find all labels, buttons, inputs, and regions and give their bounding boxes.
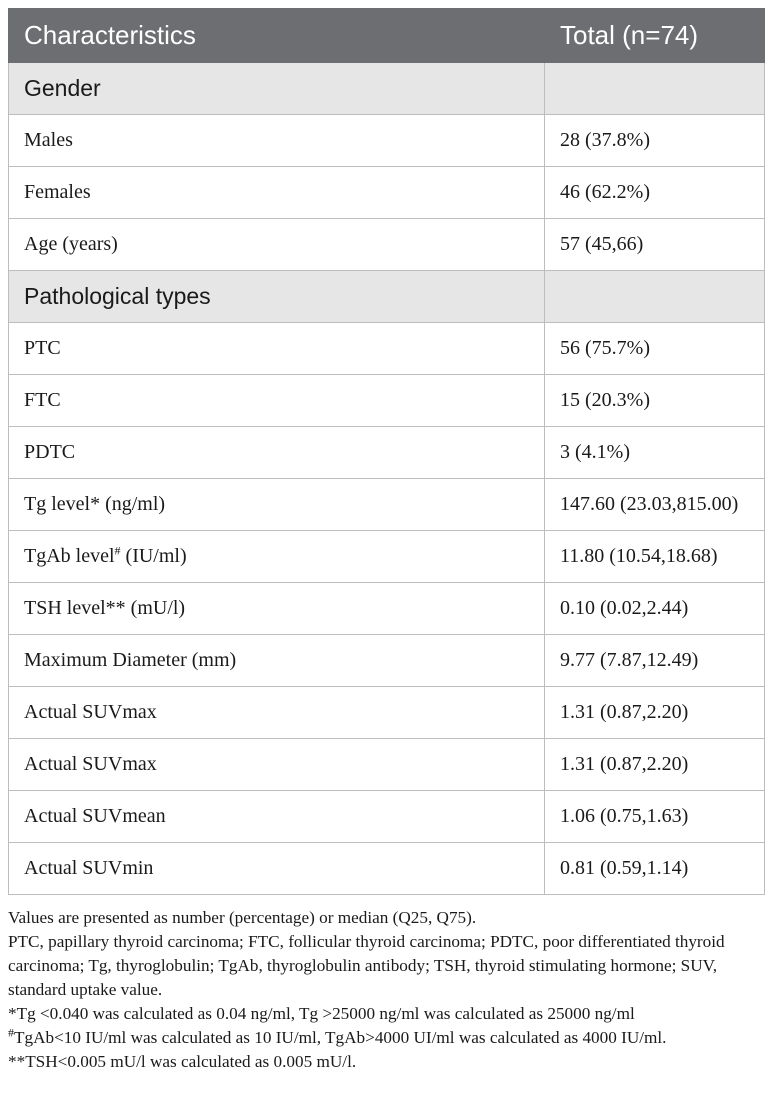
table-row — [9, 791, 765, 843]
row-value: 15 (20.3%) — [545, 375, 765, 427]
row-value: 46 (62.2%) — [545, 167, 765, 219]
row-label-cell — [9, 531, 545, 583]
row-label-cell — [9, 687, 545, 739]
row-label-footnote-marker: # — [114, 543, 121, 558]
row-label-cell — [9, 323, 545, 375]
row-label-cell — [9, 427, 545, 479]
table-row — [9, 739, 765, 791]
table-row — [9, 635, 765, 687]
footnote-tgab-marker: # — [8, 1025, 14, 1040]
row-label-unit: (mU/l) — [125, 597, 186, 619]
row-label: Tg level* — [24, 493, 101, 515]
section-row — [9, 271, 765, 323]
row-value: 56 (75.7%) — [545, 323, 765, 375]
table-footnotes — [8, 906, 766, 1074]
table-row — [9, 219, 765, 271]
section-row — [9, 63, 765, 115]
row-label: Females — [24, 181, 91, 203]
row-label-cell — [9, 167, 545, 219]
row-value: 1.06 (0.75,1.63) — [545, 791, 765, 843]
table-header — [9, 9, 765, 63]
characteristics-table — [8, 8, 765, 895]
row-label: PDTC — [24, 441, 76, 463]
table-row — [9, 583, 765, 635]
row-label: Males — [24, 129, 73, 151]
row-label-cell — [9, 843, 545, 895]
row-value: 11.80 (10.54,18.68) — [545, 531, 765, 583]
row-label: FTC — [24, 389, 61, 411]
row-value: 3 (4.1%) — [545, 427, 765, 479]
section-label: Pathological types — [9, 271, 545, 323]
row-label: TgAb level — [24, 545, 115, 567]
row-label-cell — [9, 583, 545, 635]
table-row — [9, 375, 765, 427]
table-row — [9, 687, 765, 739]
footnote-tgab — [8, 1026, 766, 1050]
row-value: 1.31 (0.87,2.20) — [545, 739, 765, 791]
row-label-cell — [9, 375, 545, 427]
table-row — [9, 479, 765, 531]
footnote-abbreviations: PTC, papillary thyroid carcinoma; FTC, follicular thyroid carcinoma; PDTC, poor differentiated thyroid carcinoma; Tg, thyroglobulin; TgAb, thyroglobulin antibody; TSH, thyroid stimulating hormone; SUV, standard uptake value. — [8, 932, 725, 999]
row-label: PTC — [24, 337, 61, 359]
row-label-unit: (ng/ml) — [100, 493, 166, 515]
characteristics-table-container — [8, 8, 764, 895]
header-total: Total (n=74) — [545, 9, 765, 63]
row-value: 28 (37.8%) — [545, 115, 765, 167]
section-label: Gender — [9, 63, 545, 115]
row-value: 0.81 (0.59,1.14) — [545, 843, 765, 895]
section-value-empty — [545, 63, 765, 115]
row-label-cell — [9, 739, 545, 791]
row-value: 9.77 (7.87,12.49) — [545, 635, 765, 687]
footnote-tg: *Tg <0.040 was calculated as 0.04 ng/ml, Tg >25000 ng/ml was calculated as 25000 ng/ml — [8, 1004, 635, 1023]
table-row — [9, 531, 765, 583]
header-characteristics: Characteristics — [9, 9, 545, 63]
row-label-cell — [9, 479, 545, 531]
row-value: 57 (45,66) — [545, 219, 765, 271]
row-label: Actual SUVmax — [24, 701, 157, 723]
table-row — [9, 167, 765, 219]
footnote-tsh: **TSH<0.005 mU/l was calculated as 0.005 mU/l. — [8, 1052, 357, 1071]
section-value-empty — [545, 271, 765, 323]
row-label-cell — [9, 115, 545, 167]
row-value: 0.10 (0.02,2.44) — [545, 583, 765, 635]
row-label-cell — [9, 219, 545, 271]
footnote-tgab-text: TgAb<10 IU/ml was calculated as 10 IU/ml, TgAb>4000 UI/ml was calculated as 4000 IU/ml. — [14, 1028, 667, 1047]
row-value: 1.31 (0.87,2.20) — [545, 687, 765, 739]
footnote-values-note: Values are presented as number (percentage) or median (Q25, Q75). — [8, 908, 477, 927]
row-label: TSH level** — [24, 597, 126, 619]
row-label-unit: (IU/ml) — [120, 545, 187, 567]
table-row — [9, 427, 765, 479]
row-label: Actual SUVmin — [24, 857, 154, 879]
row-label: Actual SUVmean — [24, 805, 166, 827]
row-label: Age (years) — [24, 233, 118, 255]
table-header-row — [9, 9, 765, 63]
row-label: Maximum Diameter (mm) — [24, 649, 237, 671]
row-label-cell — [9, 635, 545, 687]
table-row — [9, 323, 765, 375]
row-label-cell — [9, 791, 545, 843]
row-label: Actual SUVmax — [24, 753, 157, 775]
table-body — [9, 63, 765, 895]
table-row — [9, 115, 765, 167]
table-row — [9, 843, 765, 895]
row-value: 147.60 (23.03,815.00) — [545, 479, 765, 531]
